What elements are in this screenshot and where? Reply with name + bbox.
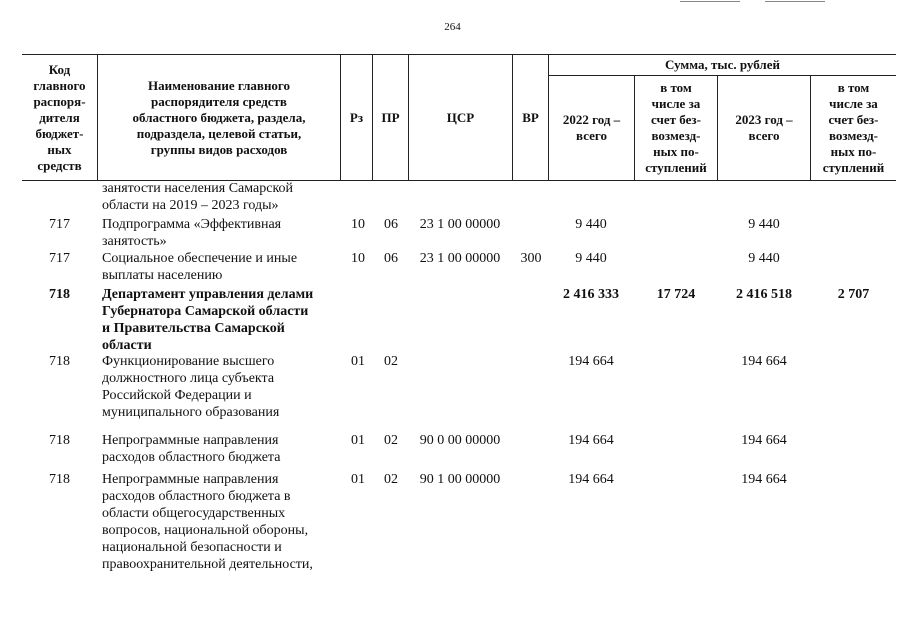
header-name: Наименование главного распорядителя средств областного бюджета, раздела, подраздела, целевой статьи, группы видов расходов (132, 77, 306, 157)
header-vr: ВР (522, 109, 539, 125)
row-pr: 02 (384, 433, 398, 448)
page-number: 264 (444, 21, 461, 33)
row-csr: 90 0 00 00000 (419, 433, 501, 448)
row-vr: 300 (520, 251, 542, 266)
row-code: 718 (49, 433, 70, 448)
header-2023-incl: в том числе за счет без- возмезд- ных по- ступлений (822, 80, 885, 175)
row-rz: 10 (351, 217, 365, 232)
row-sum-2023-incl: 2 707 (837, 287, 870, 302)
table-header (22, 54, 896, 181)
row-csr: 90 1 00 00000 (419, 472, 501, 487)
header-rz: Рз (349, 109, 364, 125)
row-pr: 06 (384, 217, 398, 232)
header-2023-total: 2023 год – всего (735, 112, 793, 143)
header-pr: ПР (381, 109, 400, 125)
header-sum: Сумма, тыс. рублей (665, 57, 780, 72)
row-name: Социальное обеспечение и иные выплаты населению (102, 251, 298, 283)
header-2022-total: 2022 год – всего (562, 112, 621, 143)
row-sum-2022: 194 664 (568, 354, 614, 369)
row-rz: 10 (351, 251, 365, 266)
row-pr: 06 (384, 251, 398, 266)
row-sum-2023: 194 664 (741, 354, 787, 369)
row-name: занятости населения Самарской области на 2019 – 2023 годы» (102, 181, 294, 213)
row-sum-2023: 9 440 (748, 217, 780, 232)
row-sum-2023: 2 416 518 (736, 287, 792, 302)
row-sum-2023: 9 440 (748, 251, 780, 266)
row-pr: 02 (384, 354, 398, 369)
row-rz: 01 (351, 472, 365, 487)
row-rz: 01 (351, 433, 365, 448)
row-sum-2022: 2 416 333 (563, 287, 619, 302)
row-name: Подпрограмма «Эффективная занятость» (102, 217, 282, 249)
row-sum-2022-incl: 17 724 (656, 287, 696, 302)
row-code: 718 (49, 472, 70, 487)
row-name: Департамент управления делами Губернатора Самарской области и Правительства Самарской области (102, 287, 314, 353)
row-name: Непрограммные направления расходов областного бюджета в области общегосударственных вопросов, национальной обороны, национальной безопасности и правоохранительной деятельности, (102, 472, 313, 572)
row-sum-2023: 194 664 (741, 472, 787, 487)
row-code: 718 (49, 287, 70, 302)
header-csr: ЦСР (446, 109, 475, 125)
row-sum-2023: 194 664 (741, 433, 787, 448)
row-code: 717 (49, 251, 70, 266)
row-csr: 23 1 00 00000 (419, 217, 501, 232)
row-sum-2022: 9 440 (575, 251, 607, 266)
row-sum-2022: 9 440 (575, 217, 607, 232)
row-sum-2022: 194 664 (568, 472, 614, 487)
header-2022-incl: в том числе за счет без- возмезд- ных по- ступлений (645, 80, 707, 175)
row-code: 718 (49, 354, 70, 369)
row-name: Функционирование высшего должностного лица субъекта Российской Федерации и муниципального образования (102, 354, 280, 420)
edge-mark (680, 1, 740, 2)
row-name: Непрограммные направления расходов областного бюджета (102, 433, 281, 465)
edge-mark (765, 1, 825, 2)
row-rz: 01 (351, 354, 365, 369)
header-code: Код главного распоря- дителя бюджет- ных средств (33, 61, 86, 173)
row-csr: 23 1 00 00000 (419, 251, 501, 266)
row-pr: 02 (384, 472, 398, 487)
row-code: 717 (49, 217, 70, 232)
row-sum-2022: 194 664 (568, 433, 614, 448)
